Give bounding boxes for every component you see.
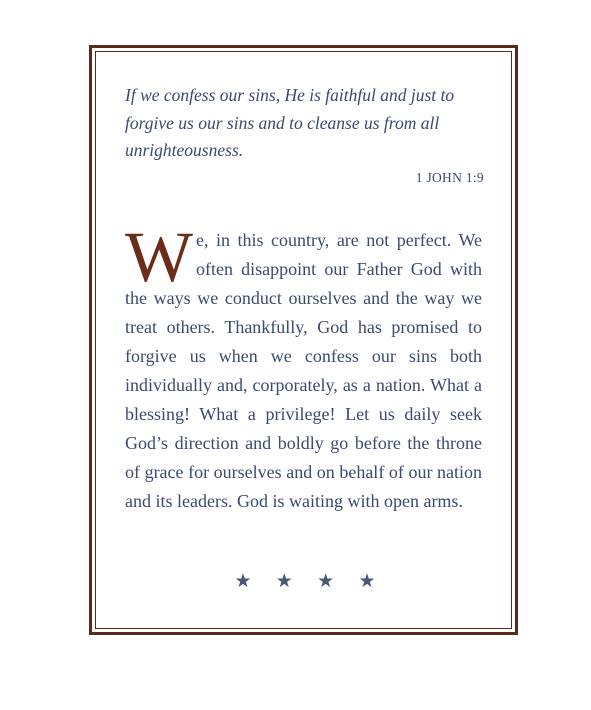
star-ornament xyxy=(225,570,385,592)
star-icon: ★ xyxy=(317,570,335,592)
devotional-body: e, in this country, are not perfect. We often disappoint our Father God with the ways we conduct ourselves and the way we treat others. Thankfully, God has promised to forgive us when we confess our sins both individually and, corporately, as a nation. What a blessing! What a privilege! Let us daily seek God’s direction and boldly go before the throne of grace for ourselves and on behalf of our nation and its leaders. God is waiting with open arms. xyxy=(125,230,482,511)
star-icon: ★ xyxy=(234,570,252,592)
scripture-verse: If we confess our sins, He is faithful and just to forgive us our sins and to cleanse us from all unrighteousness. xyxy=(125,85,455,160)
drop-cap: W xyxy=(125,217,193,297)
devotional-paragraph xyxy=(125,217,482,516)
star-icon: ★ xyxy=(275,570,293,592)
star-icon: ★ xyxy=(358,570,376,592)
scripture-reference: 1 JOHN 1:9 xyxy=(415,170,484,185)
